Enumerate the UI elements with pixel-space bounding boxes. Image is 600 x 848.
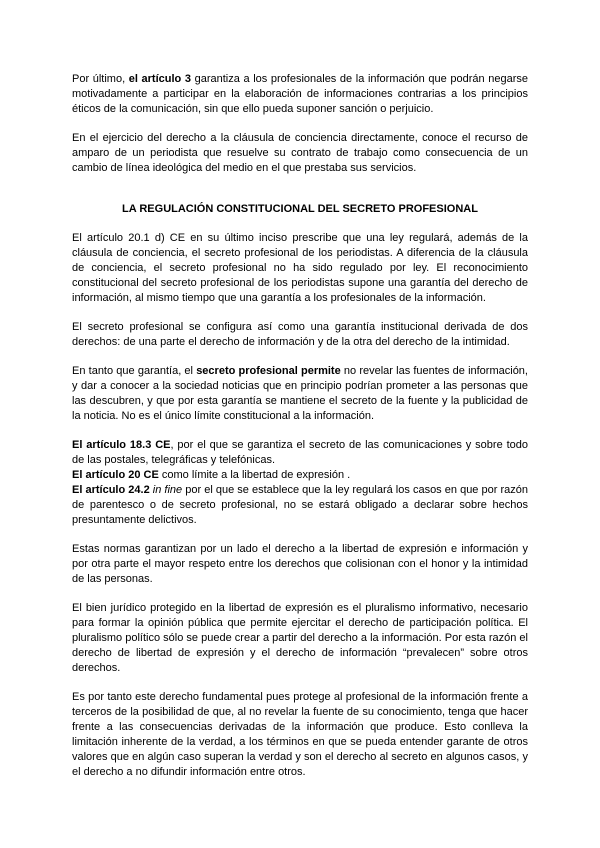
document-page [72,72,528,794]
paragraph-derecho-fundamental: Es por tanto este derecho fundamental pues protege al profesional de la información frente a terceros de la posibilidad de que, al no revelar la fuente de su conocimiento, tenga que hacer frente a las consecuencias derivadas de la información que produce. Esto conlleva la limitación inherente de la verdad, a los términos en que se pueda entender garante de otros valores que en algún caso superan la verdad y son el derecho al secreto en algunos casos, y el derecho a no difundir información entre otros. [72,691,528,778]
paragraph-estas-normas: Estas normas garantizan por un lado el derecho a la libertad de expresión e información y por otra parte el mayor respeto entre los derechos que colisionan con el honor y la intimidad de las personas. [72,543,528,585]
paragraph-articulo-3 [72,72,528,117]
section-heading: LA REGULACIÓN CONSTITUCIONAL DEL SECRETO PROFESIONAL [122,203,478,215]
paragraph-garantia-institucional: El secreto profesional se configura así como una garantía institucional derivada de dos derechos: de una parte el derecho de información y de la otra del derecho de la intimidad. [72,321,528,348]
text-run: garantiza a los profesionales de la información que podrán negarse motivadamente a participar en la elaboración de informaciones contrarias a los principios éticos de la comunicación, sin que ello pueda suponer sanción o perjuicio. [72,73,528,115]
paragraph-secreto-permite [72,364,528,424]
text-run: En tanto que garantía, el [72,365,197,377]
text-run: , por el que se garantiza el secreto de las comunicaciones y sobre todo de las postales, telegráficas y telefónicas. [72,439,528,466]
paragraph-bien-juridico: El bien jurídico protegido en la libertad de expresión es el pluralismo informativo, necesario para formar la opinión pública que permite ejercitar el derecho de participación política. El pluralismo político sólo se puede crear a partir del derecho a la información. Por esta razón el derecho de libertad de expresión y el derecho de información “prevalecen” sobre otros derechos. [72,602,528,674]
text-run: por el que se establece que la ley regulará los casos en que por razón de parentesco o de secreto profesional, no se estará obligado a declarar sobre hechos presuntamente delictivos. [72,484,529,526]
italic-run: in fine [149,484,183,496]
list-item-articulo-24-2 [72,483,528,528]
bold-run: el artículo 3 [128,73,191,85]
text-run: como límite a la libertad de expresión . [158,469,351,481]
list-item-articulo-18-3 [72,438,528,468]
bold-run: El artículo 24.2 [72,484,150,496]
paragraph-recurso-amparo: En el ejercicio del derecho a la cláusula de conciencia directamente, conoce el recurso de amparo de un periodista que resuelve su contrato de trabajo como consecuencia de un cambio de línea ideológica del medio en el que prestaba sus servicios. [72,132,528,174]
list-item-articulo-20 [72,468,528,483]
bold-run: El artículo 20 CE [72,469,159,481]
text-run: no revelar las fuentes de información, y dar a conocer a la sociedad noticias que en principio podrían prometer a las personas que las descubren, y que por esta garantía se mantiene el secreto de la fuente y la publicidad de la noticia. No es el único límite constitucional a la información. [72,365,528,422]
text-run: Por último, [72,73,129,85]
bold-run: secreto profesional permite [196,365,341,377]
bold-run: El artículo 18.3 CE [72,439,171,451]
paragraph-articulo-20-1: El artículo 20.1 d) CE en su último inciso prescribe que una ley regulará, además de la cláusula de conciencia, el secreto profesional de los periodistas. A diferencia de la cláusula de conciencia, el secreto profesional no ha sido regulado por ley. El reconocimiento constitucional del secreto profesional de los periodistas supone una garantía del derecho de información, al mismo tiempo que una garantía a los profesionales de la información. [72,232,528,304]
